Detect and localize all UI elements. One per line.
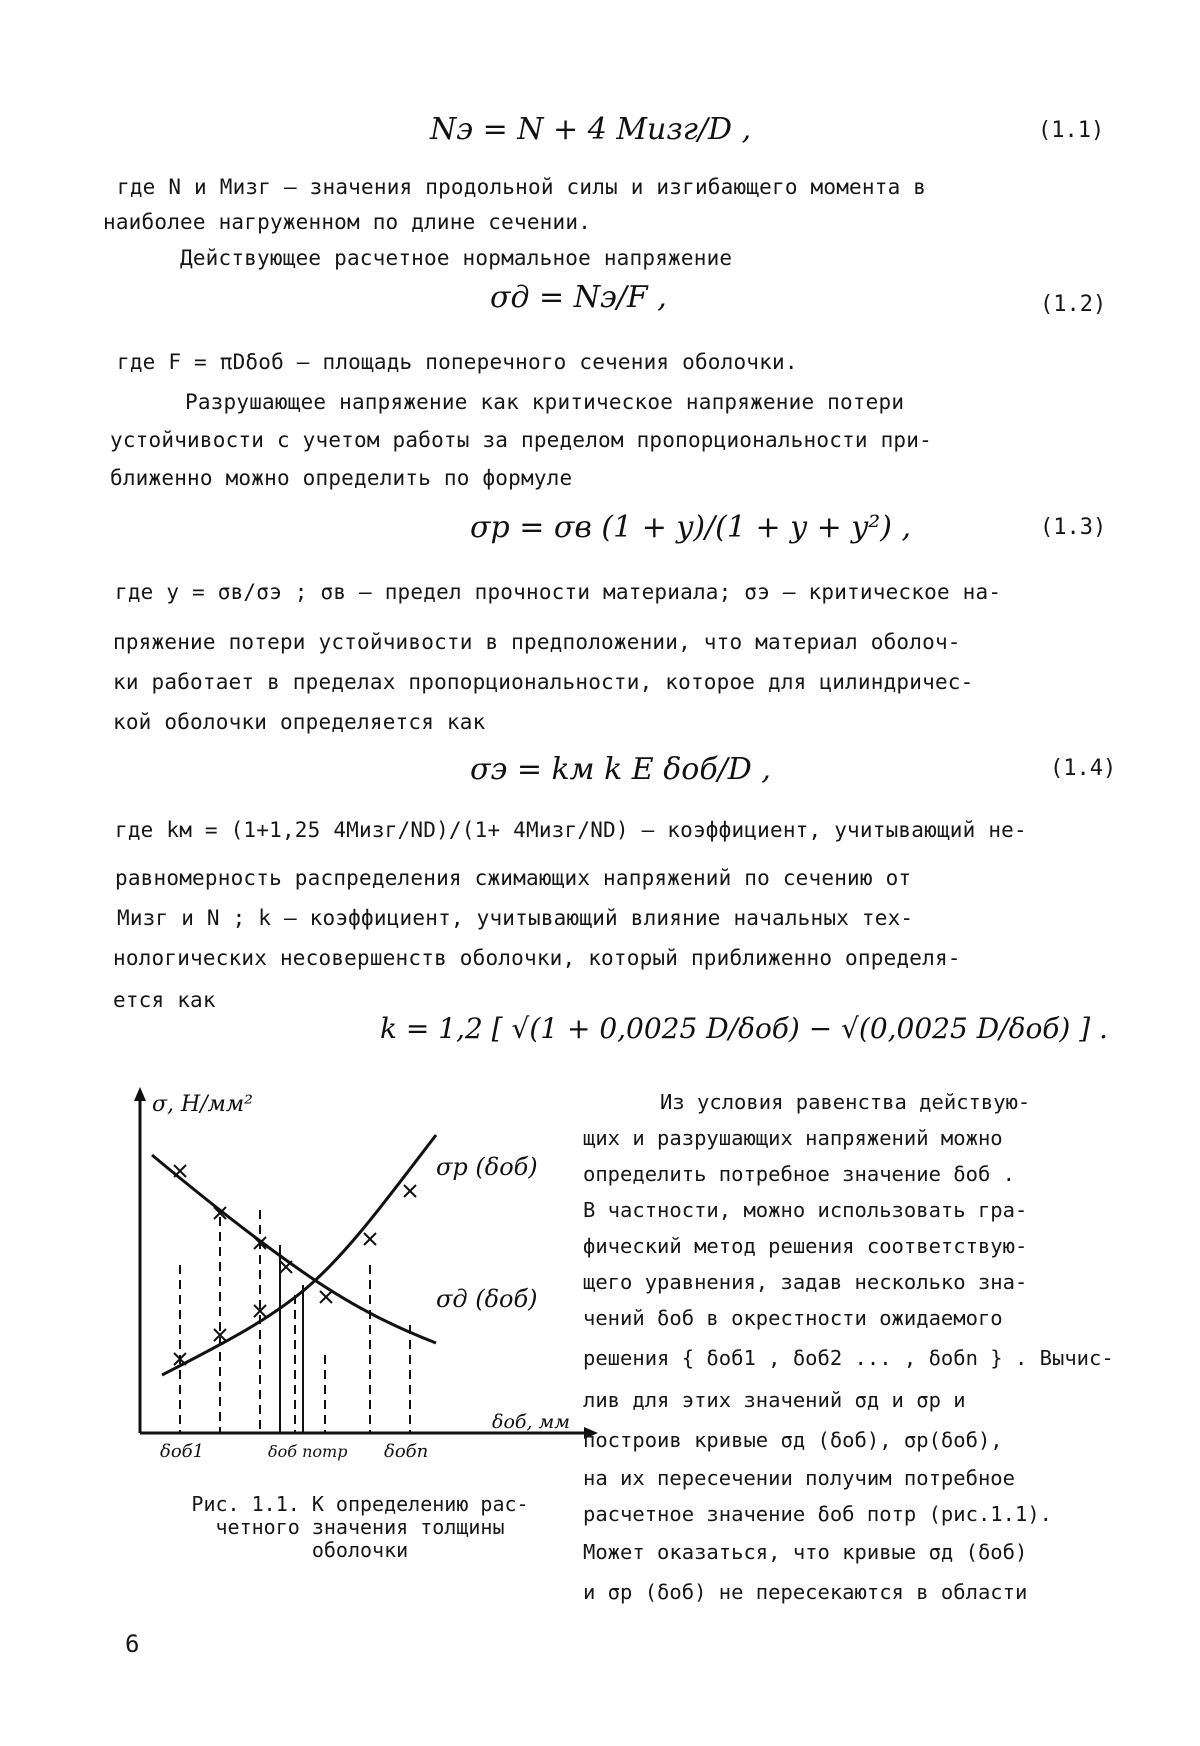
tick-label-delta-potr: δоб потр (268, 1442, 348, 1461)
y-axis-arrow (134, 1087, 146, 1101)
point-marker (174, 1165, 186, 1177)
text-line: фический метод решения соответствую- (583, 1234, 1028, 1258)
text-line: кой оболочки определяется как (113, 710, 486, 734)
point-marker (364, 1233, 376, 1245)
equation-number-1-2: (1.2) (1040, 292, 1107, 317)
text-line: Из условия равенства действую- (660, 1090, 1031, 1114)
text-line: ближенно можно определить по формуле (110, 466, 573, 490)
figure-1-1 (120, 1085, 600, 1465)
text-line: где y = σв/σэ ; σв – предел прочности материала; σэ – критическое на- (115, 580, 1002, 604)
text-line: определить потребное значение δоб . (583, 1162, 1015, 1186)
equation-number-1-3: (1.3) (1040, 515, 1107, 540)
page-number: 6 (125, 1630, 140, 1658)
formula-1-3: σр = σв (1 + y)/(1 + y + y²) , (470, 510, 912, 545)
text-line: и σр (δоб) не пересекаются в области (583, 1580, 1028, 1604)
formula-1-4: σэ = kм k E δоб/D , (470, 752, 771, 787)
text-line: Может оказаться, что кривые σд (δоб) (583, 1540, 1028, 1564)
figure-caption-line-1: Рис. 1.1. К определению рас- (191, 1492, 529, 1516)
text-line: построив кривые σд (δоб), σр(δоб), (583, 1428, 1003, 1452)
equation-number-1-4: (1.4) (1050, 756, 1117, 781)
text-line: щих и разрушающих напряжений можно (583, 1126, 1003, 1150)
formula-1-1: Nэ = N + 4 Mизг/D , (430, 112, 752, 147)
point-marker (404, 1185, 416, 1197)
formula-k: k = 1,2 [ √(1 + 0,0025 D/δоб) − √(0,0025 D/δоб) ] . (380, 1012, 1108, 1045)
text-line: щего уравнения, задав несколько зна- (583, 1270, 1028, 1294)
point-marker (320, 1291, 332, 1303)
curve-label-sigma-p: σр (δоб) (436, 1153, 538, 1181)
text-line: ется как (113, 988, 216, 1012)
equation-number-1-1: (1.1) (1038, 118, 1105, 143)
x-axis-label: δоб, мм (492, 1411, 571, 1433)
text-line: наиболее нагруженном по длине сечении. (103, 210, 592, 234)
text-line: равномерность распределения сжимающих напряжений по сечению от (115, 866, 912, 890)
text-line: Действующее расчетное нормальное напряжение (180, 246, 733, 270)
text-line: устойчивости с учетом работы за пределом пропорциональности при- (110, 428, 932, 452)
y-axis-label: σ, Н/мм² (152, 1092, 253, 1117)
text-line: расчетное значение δоб потр (рис.1.1). (583, 1502, 1052, 1526)
text-line: чений δоб в окрестности ожидаемого (583, 1306, 1003, 1330)
curve-sigma-p (162, 1135, 436, 1375)
formula-1-2: σд = Nэ/F , (490, 280, 667, 315)
tick-label-delta-n: δобn (384, 1441, 429, 1462)
text-line: нологических несовершенств оболочки, который приближенно определя- (113, 946, 961, 970)
text-line: на их пересечении получим потребное (583, 1466, 1015, 1490)
text-line: пряжение потери устойчивости в предположении, что материал оболоч- (113, 630, 961, 654)
text-line: где F = πDδоб – площадь поперечного сечения оболочки. (117, 350, 798, 374)
text-line: где kм = (1+1,25 4Mизг/ND)/(1+ 4Mизг/ND) – коэффициент, учитывающий не- (115, 818, 1027, 842)
curve-label-sigma-d: σд (δоб) (436, 1285, 538, 1313)
text-line: ки работает в пределах пропорциональности, которое для цилиндричес- (113, 670, 974, 694)
text-line: В частности, можно использовать гра- (583, 1198, 1028, 1222)
text-line: лив для этих значений σд и σр и (583, 1388, 966, 1412)
point-marker (280, 1261, 292, 1273)
figure-caption-line-2: четного значения толщины (215, 1515, 505, 1539)
text-line: Разрушающее напряжение как критическое напряжение потери (185, 390, 905, 414)
figure-caption-line-3: оболочки (311, 1538, 409, 1562)
text-line: решения { δоб1 , δоб2 ... , δобn } . Вычис- (583, 1346, 1114, 1370)
text-line: Mизг и N ; k – коэффициент, учитывающий влияние начальных тех- (117, 906, 914, 930)
tick-label-delta-1: δоб1 (160, 1441, 205, 1462)
text-line: где N и Mизг – значения продольной силы и изгибающего момента в (117, 175, 927, 199)
